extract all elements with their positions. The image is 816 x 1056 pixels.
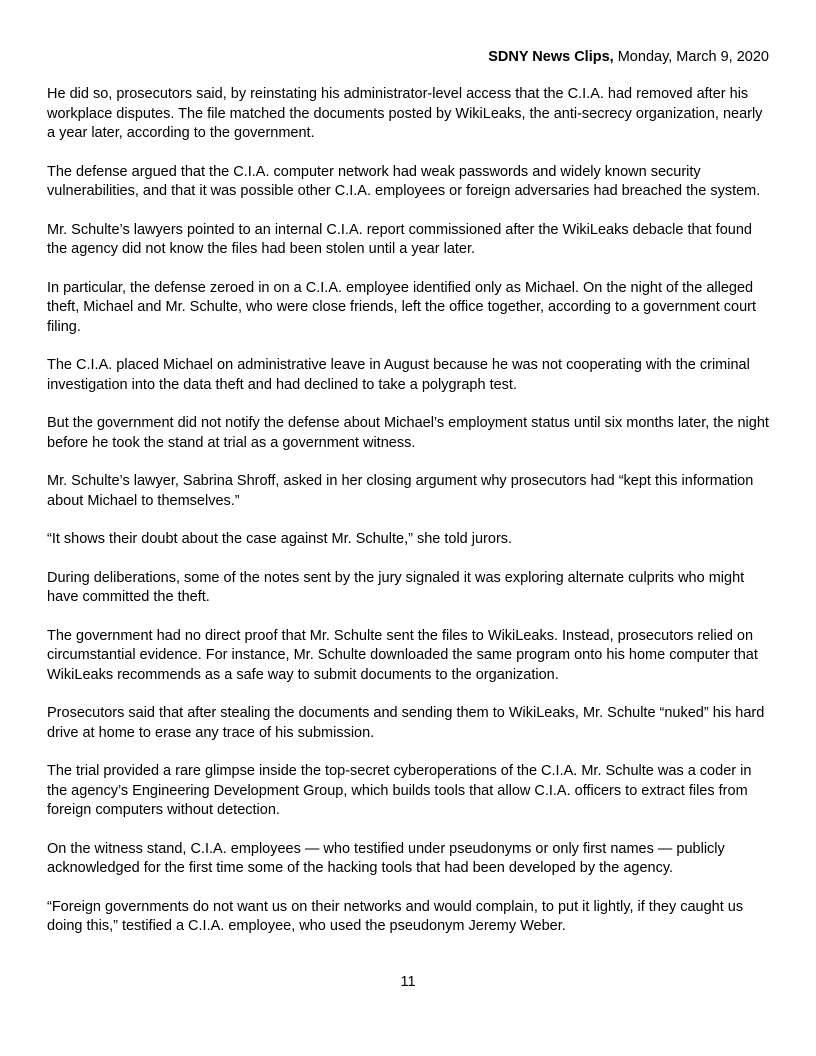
paragraph: Mr. Schulte’s lawyers pointed to an internal C.I.A. report commissioned after the WikiLeaks debacle that found the agency did not know the files had been stolen until a year later. xyxy=(47,221,752,257)
paragraph: Mr. Schulte’s lawyer, Sabrina Shroff, asked in her closing argument why prosecutors had “kept this information about Michael to themselves.” xyxy=(47,473,754,509)
paragraph: During deliberations, some of the notes sent by the jury signaled it was exploring alternate culprits who might have committed the theft. xyxy=(47,569,745,605)
paragraph: “It shows their doubt about the case against Mr. Schulte,” she told jurors. xyxy=(47,531,513,547)
paragraph: The trial provided a rare glimpse inside the top-secret cyberoperations of the C.I.A. Mr. Schulte was a coder in the agency’s Engineering Development Group, which builds tools that allow C.I.A. officers to extract files from foreign computers without detection. xyxy=(47,763,752,818)
header-title: SDNY News Clips, xyxy=(488,49,614,65)
page-content xyxy=(47,48,769,956)
paragraph: Prosecutors said that after stealing the documents and sending them to WikiLeaks, Mr. Schulte “nuked” his hard drive at home to erase any trace of his submission. xyxy=(47,705,765,741)
paragraph: In particular, the defense zeroed in on a C.I.A. employee identified only as Michael. On the night of the alleged theft, Michael and Mr. Schulte, who were close friends, left the office together, according to a government court filing. xyxy=(47,279,757,335)
paragraph: He did so, prosecutors said, by reinstating his administrator-level access that the C.I.A. had removed after his workplace disputes. The file matched the documents posted by WikiLeaks, the anti-secrecy organization, nearly a year later, according to the government. xyxy=(47,86,763,141)
article-body xyxy=(47,85,769,937)
paragraph: The C.I.A. placed Michael on administrative leave in August because he was not cooperating with the criminal investigation into the data theft and had declined to take a polygraph test. xyxy=(47,357,750,393)
paragraph: The defense argued that the C.I.A. computer network had weak passwords and widely known security vulnerabilities, and that it was possible other C.I.A. employees or foreign adversaries had breached the system. xyxy=(47,163,761,199)
page-header xyxy=(47,48,769,67)
paragraph: On the witness stand, C.I.A. employees — who testified under pseudonyms or only first names — publicly acknowledged for the first time some of the hacking tools that had been developed by the agency. xyxy=(47,840,725,876)
paragraph: But the government did not notify the defense about Michael’s employment status until six months later, the night before he took the stand at trial as a government witness. xyxy=(47,415,769,451)
header-date: Monday, March 9, 2020 xyxy=(613,49,769,65)
paragraph: “Foreign governments do not want us on their networks and would complain, to put it lightly, if they caught us doing this,” testified a C.I.A. employee, who used the pseudonym Jeremy Weber. xyxy=(47,898,744,934)
paragraph: The government had no direct proof that Mr. Schulte sent the files to WikiLeaks. Instead, prosecutors relied on circumstantial evidence. For instance, Mr. Schulte downloaded the same program onto his home computer that WikiLeaks recommends as a safe way to submit documents to the organization. xyxy=(47,627,758,683)
page-number: 11 xyxy=(400,974,416,990)
